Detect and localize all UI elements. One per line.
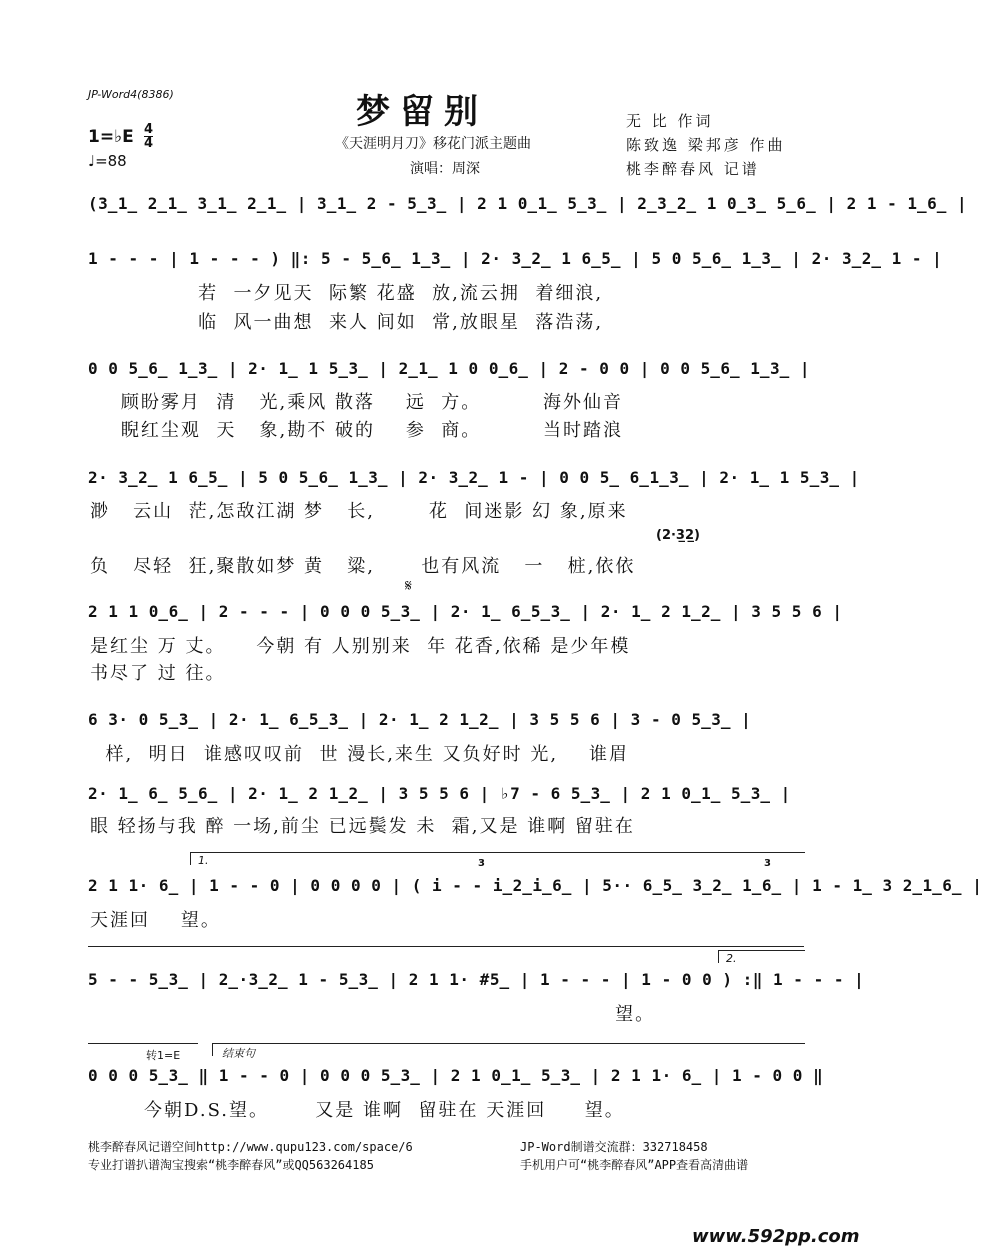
ending-bracket <box>212 1043 805 1056</box>
song-title: 梦留别 <box>356 92 488 132</box>
footer-right-2: 手机用户可“桃李醉春风”APP查看高清曲谱 <box>520 1158 749 1172</box>
volta-1-bracket <box>190 852 805 865</box>
notation-row-4: 2· 3̲2̲ 1 6̲5̲ | 5 0 5̲6̲ 1̲3̲ | 2· 3̲2̲ 1 - | 0 0 5̲ 6̲1̲3̲ | 2· 1̲ 1 5̲3̲ | <box>88 468 860 487</box>
triplet-mark-2: 3 <box>764 858 771 869</box>
lyric-row-2b: 临 风一曲想 来人 间如 常,放眼星 落浩荡, <box>90 312 604 333</box>
time-sig-bottom: 4 <box>144 136 154 151</box>
ending-label: 结束句 <box>222 1047 255 1060</box>
transcriber-credit: 桃李醉春风 记谱 <box>626 160 760 178</box>
lyricist-credit: 无 比 作词 <box>626 112 714 130</box>
notation-row-8: 2 1 1· 6̲ | 1 - - 0 | 0 0 0 0 | ( i - - i̲2̲i̲6̲ | 5·· 6̲5̲ 3̲2̲ 1̲6̲ | 1 - 1̲ 3 2̲1̲6̲ | <box>88 876 982 895</box>
lyric-row-4a: 渺 云山 茫,怎敌江湖 梦 长, 花 间迷影 幻 象,原来 <box>90 501 628 522</box>
lyric-row-5b: 书尽了 过 往。 <box>90 663 226 684</box>
lyric-row-10: 今朝D.S.望。 又是 谁啊 留驻在 天涯回 望。 <box>90 1100 625 1121</box>
notation-row-7: 2· 1̲ 6̲ 5̲6̲ | 2· 1̲ 2 1̲2̲ | 3 5 5 6 | ♭7 - 6 5̲3̲ | 2 1 0̲1̲ 5̲3̲ | <box>88 784 791 803</box>
notation-row-5: 2 1 1 0̲6̲ | 2 - - - | 0 0 0 5̲3̲ | 2· 1̲ 6̲5̲3̲ | 2· 1̲ 2 1̲2̲ | 3 5 5 6 | <box>88 602 843 621</box>
lyric-row-6: 样, 明日 谁感叹叹前 世 漫长,来生 又负好时 光, 谁眉 <box>90 744 629 765</box>
lyric-row-4b: 负 尽轻 狂,聚散如梦 黄 粱, 也有风流 一 桩,依依 <box>90 556 636 577</box>
software-label: JP-Word4(8386) <box>88 88 174 101</box>
notation-row-6: 6 3· 0 5̲3̲ | 2· 1̲ 6̲5̲3̲ | 2· 1̲ 2 1̲2̲ | 3 5 5 6 | 3 - 0 5̲3̲ | <box>88 710 752 729</box>
lyric-row-9: 望。 <box>90 1004 656 1025</box>
composer-credit: 陈致逸 梁邦彦 作曲 <box>626 136 786 154</box>
lyric-row-7: 眼 轻扬与我 醉 一场,前尘 已远鬓发 未 霜,又是 谁啊 留驻在 <box>90 816 635 837</box>
footer-left-1: 桃李醉春风记谱空间http://www.qupu123.com/space/6 <box>88 1140 413 1154</box>
modulation-line <box>88 1043 198 1044</box>
key-signature: 1=♭E <box>88 127 134 147</box>
lyric-row-5a: 是红尘 万 丈。 今朝 有 人别别来 年 花香,依稀 是少年模 <box>90 636 631 657</box>
singer: 演唱：周深 <box>410 161 480 177</box>
notation-row-2: 1 - - - | 1 - - - ) ‖: 5 - 5̲6̲ 1̲3̲ | 2· 3̲2̲ 1 6̲5̲ | 5 0 5̲6̲ 1̲3̲ | 2· 3̲2̲ 1 - | <box>88 249 943 268</box>
time-signature <box>144 123 153 150</box>
lyric-row-2a: 若 一夕见天 际繁 花盛 放,流云拥 着细浪, <box>90 283 604 304</box>
watermark: www.592pp.com <box>692 1226 860 1247</box>
volta-1-label: 1. <box>198 854 209 867</box>
footer-left-2: 专业打谱扒谱淘宝搜索“桃李醉春风”或QQ563264185 <box>88 1158 374 1172</box>
notation-row-9: 5 - - 5̲3̲ | 2̲·3̲2̲ 1 - 5̲3̲ | 2 1 1· #5̲ | 1 - - - | 1 - 0 0 ) :‖ 1 - - - | <box>88 970 865 989</box>
lyric-row-3a: 顾盼雾月 清 光,乘风 散落 远 方。 海外仙音 <box>90 392 624 413</box>
grace-note-mark: (2·3̲2̲) <box>656 528 700 543</box>
volta-1-continuation <box>88 946 804 947</box>
segno-sign: 𝄋 <box>405 576 412 595</box>
notation-row-3: 0 0 5̲6̲ 1̲3̲ | 2· 1̲ 1 5̲3̲ | 2̲1̲ 1 0 0̲6̲ | 2 - 0 0 | 0 0 5̲6̲ 1̲3̲ | <box>88 359 811 378</box>
subtitle: 《天涯明月刀》移花门派主题曲 <box>335 136 531 152</box>
tempo-marking: ♩=88 <box>88 152 127 170</box>
notation-row-10: 0 0 0 5̲3̲ ‖ 1 - - 0 | 0 0 0 5̲3̲ | 2 1 0̲1̲ 5̲3̲ | 2 1 1· 6̲ | 1 - 0 0 ‖ <box>88 1066 824 1085</box>
modulation-mark: 转1=E <box>146 1049 181 1062</box>
volta-2-label: 2. <box>726 952 737 965</box>
lyric-row-8: 天涯回 望。 <box>90 910 221 931</box>
lyric-row-3b: 睨红尘观 天 象,勘不 破的 参 商。 当时踏浪 <box>90 420 624 441</box>
time-sig-top: 4 <box>144 122 154 137</box>
footer-right-1: JP-Word制谱交流群：332718458 <box>520 1140 708 1154</box>
notation-row-1: (3̲1̲ 2̲1̲ 3̲1̲ 2̲1̲ | 3̲1̲ 2 - 5̲3̲ | 2 1 0̲1̲ 5̲3̲ | 2̲3̲2̲ 1 0̲3̲ 5̲6̲ | 2 1 - 1̲6̲ | <box>88 194 968 213</box>
triplet-mark-1: 3 <box>478 858 485 869</box>
